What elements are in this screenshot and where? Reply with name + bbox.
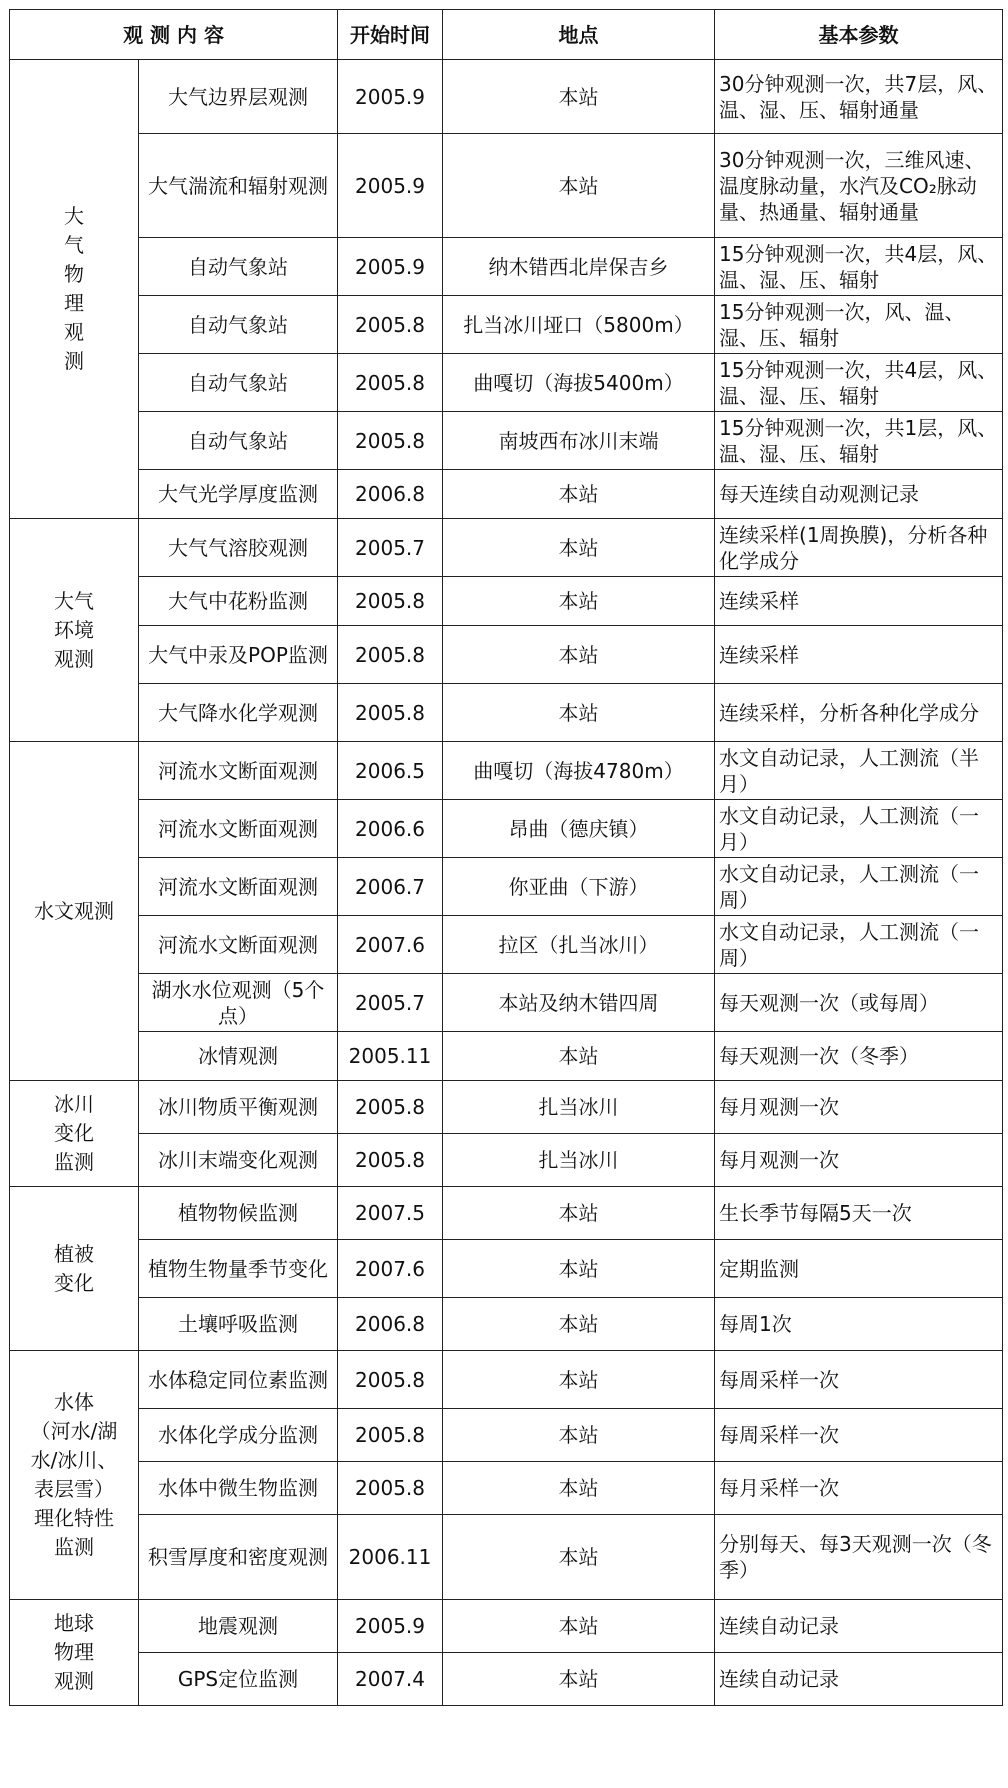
- table-row: [10, 1187, 1003, 1240]
- location-cell: 本站: [443, 577, 715, 626]
- category-cell: [10, 60, 139, 519]
- table-row: [10, 1653, 1003, 1706]
- location-cell: 本站: [443, 1187, 715, 1240]
- table-row: [10, 1600, 1003, 1653]
- start-date-cell: 2005.8: [338, 1351, 443, 1409]
- table-row: [10, 626, 1003, 684]
- params-cell: 水文自动记录，人工测流（一月）: [715, 800, 1003, 858]
- location-cell: 本站: [443, 1298, 715, 1351]
- table-row: [10, 1351, 1003, 1409]
- header-row: [10, 10, 1003, 60]
- location-cell: 你亚曲（下游）: [443, 858, 715, 916]
- table-row: [10, 1409, 1003, 1462]
- params-cell: 连续采样，分析各种化学成分: [715, 684, 1003, 742]
- table-row: [10, 1298, 1003, 1351]
- category-label: 大气 环境 观测: [54, 588, 94, 671]
- start-date-cell: 2005.9: [338, 134, 443, 238]
- category-label: 大 气 物 理 观 测: [64, 204, 84, 373]
- item-cell: 水体稳定同位素监测: [139, 1351, 338, 1409]
- item-cell: 大气中汞及POP监测: [139, 626, 338, 684]
- start-date-cell: 2005.11: [338, 1032, 443, 1081]
- params-cell: 定期监测: [715, 1240, 1003, 1298]
- start-date-cell: 2005.8: [338, 1462, 443, 1515]
- item-cell: 河流水文断面观测: [139, 858, 338, 916]
- params-cell: 每周采样一次: [715, 1409, 1003, 1462]
- category-label: 水体 （河水/湖 水/冰川、 表层雪） 理化特性 监测: [30, 1390, 118, 1559]
- location-cell: 拉区（扎当冰川）: [443, 916, 715, 974]
- start-date-cell: 2007.6: [338, 916, 443, 974]
- location-cell: 本站: [443, 1462, 715, 1515]
- table-row: [10, 684, 1003, 742]
- location-cell: 本站: [443, 1351, 715, 1409]
- header-params: 基本参数: [715, 10, 1003, 60]
- table-row: [10, 470, 1003, 519]
- params-cell: 每天连续自动观测记录: [715, 470, 1003, 519]
- params-cell: 每月观测一次: [715, 1081, 1003, 1134]
- location-cell: 本站: [443, 1653, 715, 1706]
- item-cell: 积雪厚度和密度观测: [139, 1515, 338, 1600]
- params-cell: 水文自动记录，人工测流（一周）: [715, 858, 1003, 916]
- item-cell: 自动气象站: [139, 238, 338, 296]
- location-cell: 本站: [443, 470, 715, 519]
- table-row: [10, 519, 1003, 577]
- start-date-cell: 2006.11: [338, 1515, 443, 1600]
- start-date-cell: 2007.4: [338, 1653, 443, 1706]
- item-cell: 地震观测: [139, 1600, 338, 1653]
- item-cell: 河流水文断面观测: [139, 916, 338, 974]
- start-date-cell: 2006.6: [338, 800, 443, 858]
- params-cell: 每月观测一次: [715, 1134, 1003, 1187]
- item-cell: 自动气象站: [139, 354, 338, 412]
- item-cell: 自动气象站: [139, 296, 338, 354]
- table-row: [10, 354, 1003, 412]
- category-label: 水文观测: [34, 898, 114, 923]
- item-cell: 植物生物量季节变化: [139, 1240, 338, 1298]
- start-date-cell: 2005.8: [338, 684, 443, 742]
- start-date-cell: 2005.9: [338, 60, 443, 134]
- table-row: [10, 974, 1003, 1032]
- params-cell: 每月采样一次: [715, 1462, 1003, 1515]
- location-cell: 扎当冰川: [443, 1134, 715, 1187]
- header-location: 地点: [443, 10, 715, 60]
- header-start-time: 开始时间: [338, 10, 443, 60]
- table-row: [10, 858, 1003, 916]
- location-cell: 昂曲（德庆镇）: [443, 800, 715, 858]
- params-cell: 15分钟观测一次，共1层，风、温、湿、压、辐射: [715, 412, 1003, 470]
- item-cell: 大气中花粉监测: [139, 577, 338, 626]
- start-date-cell: 2005.9: [338, 1600, 443, 1653]
- start-date-cell: 2005.7: [338, 519, 443, 577]
- location-cell: 曲嘎切（海拔4780m）: [443, 742, 715, 800]
- params-cell: 水文自动记录，人工测流（半月）: [715, 742, 1003, 800]
- location-cell: 本站及纳木错四周: [443, 974, 715, 1032]
- start-date-cell: 2006.8: [338, 470, 443, 519]
- table-row: [10, 60, 1003, 134]
- start-date-cell: 2005.8: [338, 412, 443, 470]
- params-cell: 每天观测一次（冬季）: [715, 1032, 1003, 1081]
- table-body: [10, 60, 1003, 1706]
- category-cell: [10, 519, 139, 742]
- params-cell: 水文自动记录，人工测流（一周）: [715, 916, 1003, 974]
- item-cell: 湖水水位观测（5个点）: [139, 974, 338, 1032]
- category-cell: [10, 1351, 139, 1600]
- location-cell: 扎当冰川: [443, 1081, 715, 1134]
- start-date-cell: 2005.7: [338, 974, 443, 1032]
- item-cell: 河流水文断面观测: [139, 800, 338, 858]
- table-row: [10, 1240, 1003, 1298]
- params-cell: 15分钟观测一次，风、温、湿、压、辐射: [715, 296, 1003, 354]
- location-cell: 本站: [443, 60, 715, 134]
- table-row: [10, 1515, 1003, 1600]
- item-cell: 水体中微生物监测: [139, 1462, 338, 1515]
- location-cell: 南坡西布冰川末端: [443, 412, 715, 470]
- start-date-cell: 2006.5: [338, 742, 443, 800]
- start-date-cell: 2005.8: [338, 626, 443, 684]
- table-row: [10, 1462, 1003, 1515]
- params-cell: 连续采样(1周换膜)，分析各种化学成分: [715, 519, 1003, 577]
- start-date-cell: 2007.5: [338, 1187, 443, 1240]
- item-cell: 大气降水化学观测: [139, 684, 338, 742]
- item-cell: 大气气溶胶观测: [139, 519, 338, 577]
- params-cell: 生长季节每隔5天一次: [715, 1187, 1003, 1240]
- item-cell: 冰川物质平衡观测: [139, 1081, 338, 1134]
- start-date-cell: 2005.9: [338, 238, 443, 296]
- params-cell: 30分钟观测一次，三维风速、温度脉动量，水汽及CO₂脉动量、热通量、辐射通量: [715, 134, 1003, 238]
- params-cell: 15分钟观测一次，共4层，风、温、湿、压、辐射: [715, 238, 1003, 296]
- start-date-cell: 2005.8: [338, 1081, 443, 1134]
- params-cell: 连续采样: [715, 626, 1003, 684]
- location-cell: 本站: [443, 1240, 715, 1298]
- location-cell: 本站: [443, 134, 715, 238]
- category-label: 地球 物理 观测: [54, 1611, 94, 1693]
- table-row: [10, 742, 1003, 800]
- observation-table: [9, 9, 1003, 1706]
- table-row: [10, 296, 1003, 354]
- location-cell: 本站: [443, 519, 715, 577]
- category-cell: [10, 742, 139, 1081]
- location-cell: 本站: [443, 1032, 715, 1081]
- category-cell: [10, 1187, 139, 1351]
- location-cell: 扎当冰川垭口（5800m）: [443, 296, 715, 354]
- item-cell: 大气光学厚度监测: [139, 470, 338, 519]
- location-cell: 本站: [443, 626, 715, 684]
- item-cell: 河流水文断面观测: [139, 742, 338, 800]
- params-cell: 每周1次: [715, 1298, 1003, 1351]
- table-row: [10, 1081, 1003, 1134]
- start-date-cell: 2006.7: [338, 858, 443, 916]
- item-cell: 冰川末端变化观测: [139, 1134, 338, 1187]
- params-cell: 连续自动记录: [715, 1653, 1003, 1706]
- item-cell: 植物物候监测: [139, 1187, 338, 1240]
- params-cell: 每周采样一次: [715, 1351, 1003, 1409]
- table-row: [10, 800, 1003, 858]
- params-cell: 连续采样: [715, 577, 1003, 626]
- params-cell: 每天观测一次（或每周）: [715, 974, 1003, 1032]
- start-date-cell: 2005.8: [338, 354, 443, 412]
- table-row: [10, 1032, 1003, 1081]
- location-cell: 曲嘎切（海拔5400m）: [443, 354, 715, 412]
- category-label: 植被 变化: [54, 1241, 94, 1295]
- start-date-cell: 2007.6: [338, 1240, 443, 1298]
- location-cell: 本站: [443, 684, 715, 742]
- item-cell: 大气湍流和辐射观测: [139, 134, 338, 238]
- category-label: 冰川 变化 监测: [54, 1092, 94, 1174]
- item-cell: 土壤呼吸监测: [139, 1298, 338, 1351]
- table-row: [10, 238, 1003, 296]
- location-cell: 本站: [443, 1515, 715, 1600]
- location-cell: 本站: [443, 1600, 715, 1653]
- item-cell: 水体化学成分监测: [139, 1409, 338, 1462]
- params-cell: 30分钟观测一次，共7层，风、温、湿、压、辐射通量: [715, 60, 1003, 134]
- start-date-cell: 2005.8: [338, 577, 443, 626]
- table-row: [10, 916, 1003, 974]
- start-date-cell: 2005.8: [338, 1409, 443, 1462]
- table-row: [10, 412, 1003, 470]
- start-date-cell: 2005.8: [338, 296, 443, 354]
- params-cell: 分别每天、每3天观测一次（冬季）: [715, 1515, 1003, 1600]
- item-cell: 冰情观测: [139, 1032, 338, 1081]
- table-row: [10, 577, 1003, 626]
- start-date-cell: 2006.8: [338, 1298, 443, 1351]
- params-cell: 15分钟观测一次，共4层，风、温、湿、压、辐射: [715, 354, 1003, 412]
- location-cell: 本站: [443, 1409, 715, 1462]
- table-row: [10, 134, 1003, 238]
- category-cell: [10, 1600, 139, 1706]
- params-cell: 连续自动记录: [715, 1600, 1003, 1653]
- item-cell: GPS定位监测: [139, 1653, 338, 1706]
- item-cell: 大气边界层观测: [139, 60, 338, 134]
- header-content: 观 测 内 容: [10, 10, 338, 60]
- location-cell: 纳木错西北岸保吉乡: [443, 238, 715, 296]
- table-row: [10, 1134, 1003, 1187]
- start-date-cell: 2005.8: [338, 1134, 443, 1187]
- category-cell: [10, 1081, 139, 1187]
- item-cell: 自动气象站: [139, 412, 338, 470]
